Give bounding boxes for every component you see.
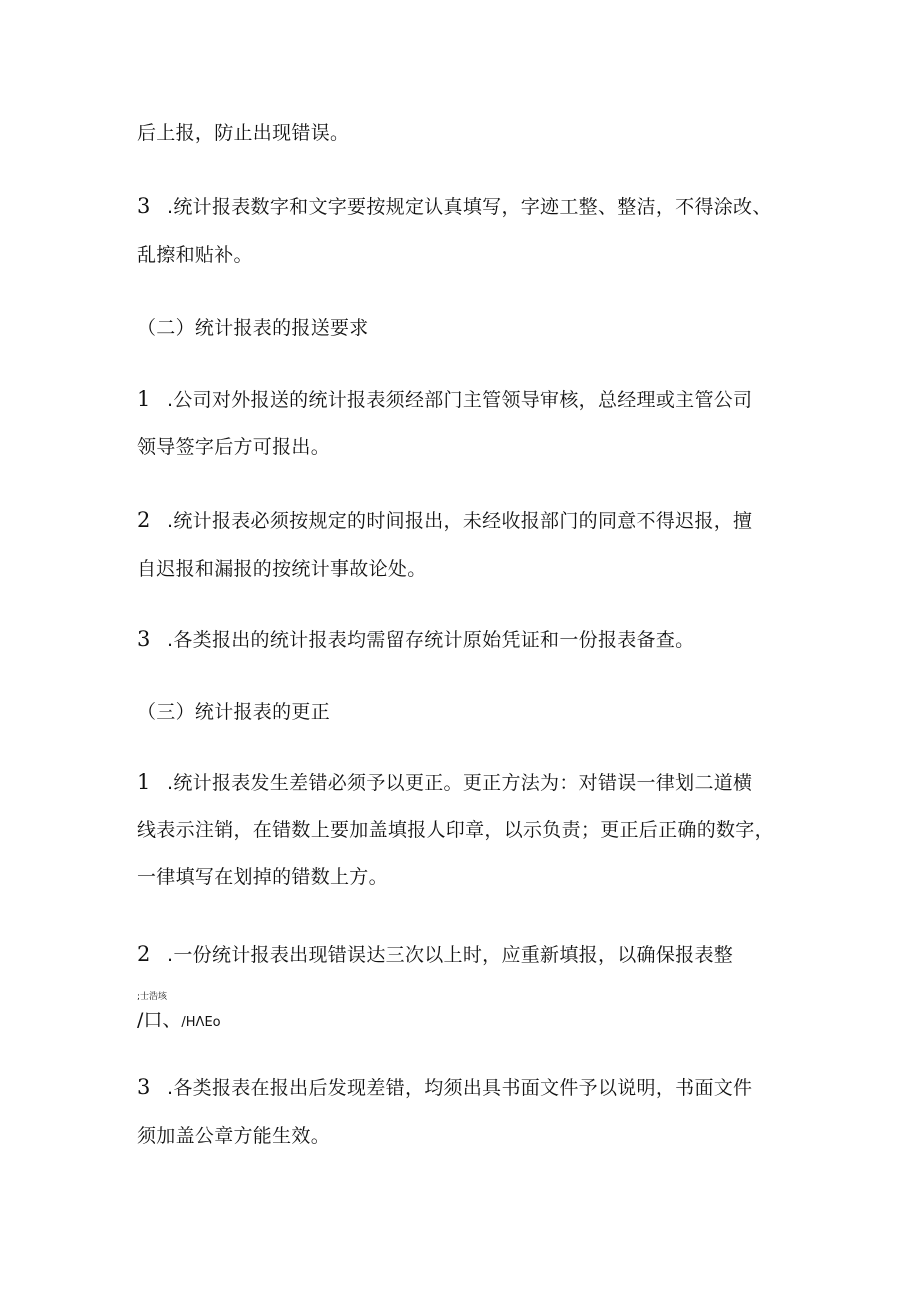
- list-number: 3: [137, 627, 151, 651]
- list-item-text: .统计报表发生差错必须予以更正。更正方法为：对错误一律划二道横: [167, 772, 753, 794]
- garbled-small-text: ;士浩垓: [137, 992, 168, 1002]
- section-heading-2: （二）统计报表的报送要求: [137, 317, 369, 339]
- list-item-text: .统计报表数字和文字要按规定认真填写，字迹工整、整洁，不得涂改、: [167, 196, 772, 218]
- list-number: 1: [137, 387, 151, 411]
- list-item-text: .统计报表必须按规定的时间报出，未经收报部门的同意不得迟报，擅: [167, 510, 753, 532]
- list-item-1: [137, 770, 752, 795]
- list-number: 3: [137, 194, 151, 218]
- list-item-1: [137, 387, 752, 412]
- paragraph-line: 一律填写在划掉的错数上方。: [137, 866, 388, 888]
- list-item-3: [137, 1075, 752, 1100]
- list-item-3: [137, 627, 694, 652]
- section-heading-3: （三）统计报表的更正: [137, 701, 331, 723]
- garbled-text-line: [137, 1008, 221, 1035]
- garbled-main: /口、: [137, 1009, 182, 1031]
- list-item-text: .各类报表在报出后发现差错，均须出具书面文件予以说明，书面文件: [167, 1077, 753, 1099]
- list-item-2: [137, 942, 733, 967]
- paragraph-line: 领导签字后方可报出。: [137, 436, 331, 458]
- list-number: 2: [137, 508, 151, 532]
- list-number: 3: [137, 1075, 151, 1099]
- list-item-text: .各类报出的统计报表均需留存统计原始凭证和一份报表备查。: [167, 629, 695, 651]
- list-number: 2: [137, 942, 151, 966]
- paragraph-line: 乱擦和贴补。: [137, 244, 253, 266]
- paragraph-line: 须加盖公章方能生效。: [137, 1125, 331, 1147]
- list-item-2: [137, 508, 752, 533]
- paragraph-line: 后上报，防止出现错误。: [137, 122, 350, 144]
- garbled-tiny: /HΛEo: [181, 1015, 221, 1030]
- list-number: 1: [137, 770, 151, 794]
- paragraph-line: 自迟报和漏报的按统计事故论处。: [137, 558, 427, 580]
- list-item-3: [137, 194, 772, 219]
- list-item-text: .一份统计报表出现错误达三次以上时，应重新填报，以确保报表整: [167, 944, 734, 966]
- list-item-text: .公司对外报送的统计报表须经部门主管领导审核，总经理或主管公司: [167, 389, 753, 411]
- paragraph-line: 线表示注销，在错数上要加盖填报人印章，以示负责；更正后正确的数字，: [137, 819, 774, 841]
